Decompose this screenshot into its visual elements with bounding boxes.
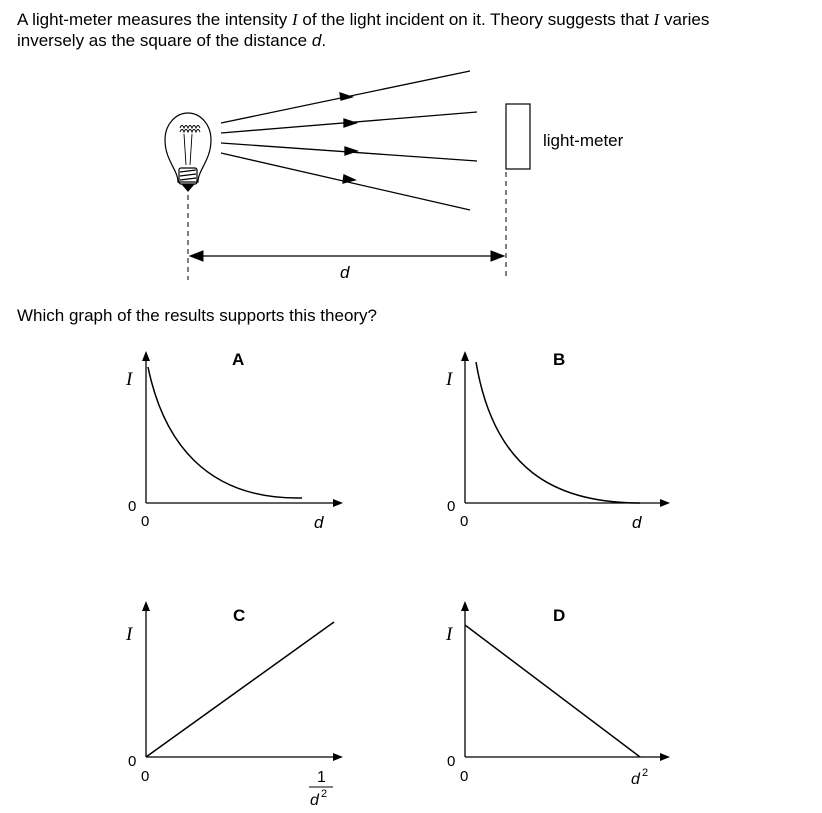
intro-text-2: of the light incident on it. Theory suggests that bbox=[297, 10, 654, 29]
graph-a-curve bbox=[148, 367, 302, 498]
intro-text-4: inversely as the square of the distance bbox=[17, 31, 312, 50]
graph-b-x-label: d bbox=[632, 513, 642, 532]
symbol-intensity-2: I bbox=[653, 10, 660, 29]
graph-d-origin-y: 0 bbox=[447, 753, 456, 770]
graph-a-y-label: I bbox=[126, 369, 133, 390]
graph-c-origin-y: 0 bbox=[128, 753, 137, 770]
question-text: Which graph of the results supports this theory? bbox=[17, 306, 378, 325]
graph-c-x-label-denominator: d bbox=[310, 792, 319, 809]
graph-c-letter: C bbox=[233, 606, 246, 625]
graph-d-line bbox=[465, 625, 640, 757]
graph-a-origin-y: 0 bbox=[128, 498, 137, 515]
graph-c-x-label-numerator: 1 bbox=[317, 769, 326, 786]
graph-d-x-label bbox=[631, 767, 648, 788]
graph-c-line bbox=[146, 622, 334, 757]
intro-text-5: . bbox=[321, 31, 327, 50]
graph-a-origin-x: 0 bbox=[141, 513, 150, 530]
distance-label: d bbox=[340, 263, 350, 282]
graph-d-x-label-exponent: 2 bbox=[642, 767, 649, 779]
graph-d-x-label-base: d bbox=[631, 771, 640, 788]
symbol-intensity: I bbox=[291, 10, 298, 29]
graph-d-letter: D bbox=[553, 606, 566, 625]
graph-d-y-label: I bbox=[446, 624, 453, 645]
graph-a bbox=[125, 350, 338, 532]
graph-a-x-label: d bbox=[314, 513, 324, 532]
graph-c-x-label-exponent: 2 bbox=[321, 788, 328, 800]
graph-b-origin-x: 0 bbox=[460, 513, 469, 530]
intro-text-1: A light-meter measures the intensity bbox=[17, 10, 292, 29]
graph-a-letter: A bbox=[232, 350, 245, 369]
light-meter-label: light-meter bbox=[543, 131, 624, 150]
graph-c-x-label bbox=[309, 769, 333, 809]
graph-b bbox=[445, 350, 665, 532]
intro-text-3: varies bbox=[659, 10, 710, 29]
graph-b-curve bbox=[476, 362, 640, 503]
light-rays bbox=[221, 71, 477, 210]
graph-c-origin-x: 0 bbox=[141, 768, 150, 785]
graph-c-y-label: I bbox=[126, 624, 133, 645]
light-bulb-icon bbox=[165, 113, 211, 191]
graph-d bbox=[445, 606, 665, 788]
graph-c bbox=[125, 606, 338, 809]
graph-b-letter: B bbox=[553, 350, 566, 369]
symbol-distance: d bbox=[311, 31, 322, 50]
graph-b-y-label: I bbox=[446, 369, 453, 390]
graph-b-origin-y: 0 bbox=[447, 498, 456, 515]
light-meter-box bbox=[506, 104, 530, 169]
graph-d-origin-x: 0 bbox=[460, 768, 469, 785]
